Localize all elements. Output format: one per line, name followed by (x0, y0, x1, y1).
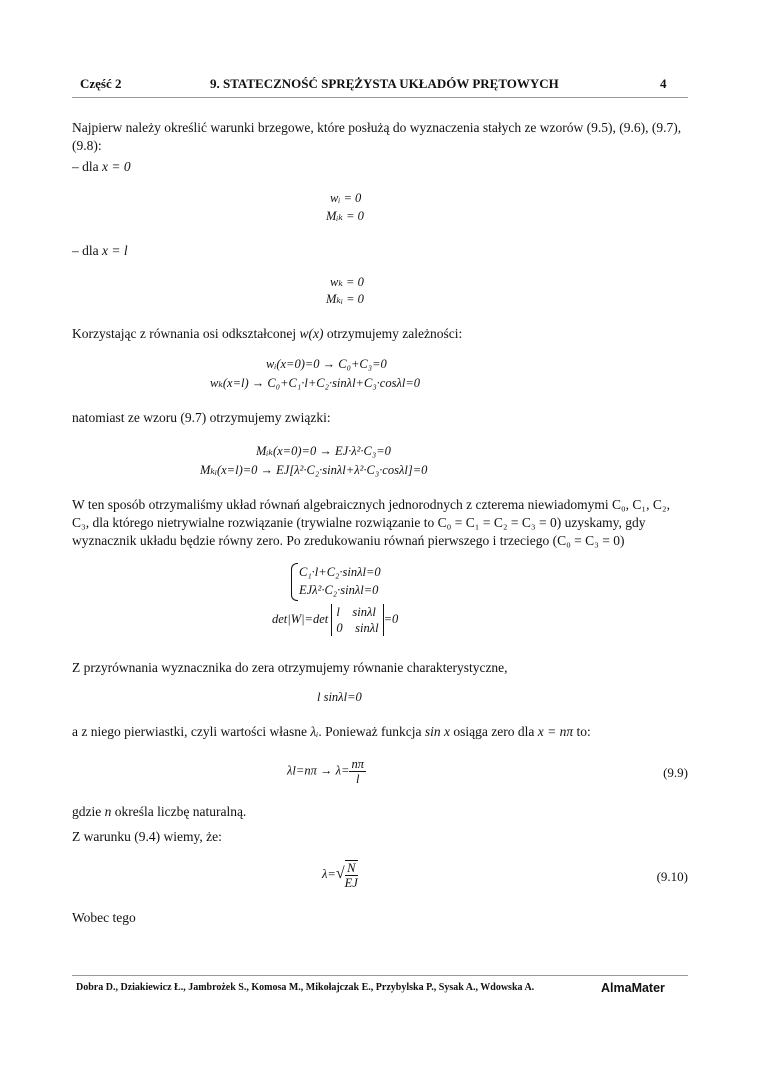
paragraph-system: W ten sposób otrzymaliśmy układ równań algebraicznych jednorodnych z czterema niewiadomymi C₀, C₁, C₂, C₃, dla którego nietrywialne rozwiązanie (trywialne rozwiązanie to C₀ = C₁ = C₂ = C₃ = 0) uzyskamy, gdy wyznacznik układu będzie równy zero. Po zredukowaniu równań pierwszego i trzeciego (C₀ = C₃ = 0) (72, 497, 670, 548)
matrix-cell: 0 (336, 621, 343, 635)
matrix-cell: l (336, 605, 340, 619)
fraction-denominator: l (355, 772, 360, 786)
dash-label: – dla (72, 243, 102, 258)
condition-text: x = 0 (102, 159, 131, 174)
equation-mik-x0: Mᵢₖ(x=0)=0 → EJ·λ²·C₃=0 (256, 444, 391, 458)
text-span: Korzystając z równania osi odkształconej (72, 326, 300, 341)
equation-9-10 (322, 860, 358, 890)
paragraph-natural-number (72, 803, 688, 821)
equation-wk-xl: wₖ(x=l) → C₀+C₁·l+C₂·sinλl+C₃·cosλl=0 (210, 376, 421, 390)
header-rule (72, 97, 688, 98)
sqrt-icon: √ (335, 864, 345, 882)
equation-wi: wᵢ = 0 (330, 191, 362, 205)
text-span: to: (573, 724, 591, 739)
dash-label: – dla (72, 159, 102, 174)
header-part: Część 2 (80, 76, 122, 91)
fraction-denominator: EJ (344, 876, 358, 890)
text-span: sin x (424, 724, 450, 739)
equation-system-1: C₁·l+C₂·sinλl=0 (299, 565, 381, 579)
paragraph-deflection (72, 325, 688, 343)
fraction-numerator: nπ (351, 757, 364, 771)
eq-lhs: λl=nπ → λ= (287, 763, 350, 778)
page-number: 4 (660, 76, 667, 91)
matrix-cell: sinλl (352, 605, 376, 619)
condition-xl (72, 242, 688, 260)
matrix-cell: sinλl (355, 621, 379, 635)
equation-number-9-9: (9.9) (663, 765, 688, 780)
paragraph-eigenvalues (72, 723, 688, 741)
paragraph-therefore: Wobec tego (72, 910, 136, 925)
equation-number-9-10: (9.10) (656, 869, 688, 884)
system-brace (291, 563, 298, 601)
text-span: . Ponieważ funkcja (318, 724, 425, 739)
text-span: w(x) (299, 326, 324, 341)
eq-lhs: λ= (322, 866, 336, 881)
fraction-numerator: N (345, 861, 358, 876)
paragraph-moments: natomiast ze wzoru (9.7) otrzymujemy związki: (72, 410, 331, 425)
text-span: λᵢ (310, 724, 319, 739)
text-span: osiąga zero dla (450, 724, 538, 739)
paragraph-condition-9-4: Z warunku (9.4) wiemy, że: (72, 829, 222, 844)
equation-wk: wₖ = 0 (330, 275, 364, 289)
almamater-logo: AlmaMater (601, 981, 665, 995)
equation-9-9 (287, 757, 366, 786)
text-span: a z niego pierwiastki, czyli wartości własne (72, 724, 311, 739)
footer-authors: Dobra D., Dziakiewicz Ł., Jambrożek S., Komosa M., Mikołajczak E., Przybylska P., Sysak A., Wdowska A. (76, 982, 535, 993)
condition-text: x = l (102, 243, 128, 258)
equation-determinant (272, 604, 398, 636)
condition-x0 (72, 158, 688, 176)
text-span: określa liczbę naturalną. (111, 804, 247, 819)
equation-mki-xl: Mₖᵢ(x=l)=0 → EJ[λ²·C₂·sinλl+λ²·C₃·cosλl]=0 (200, 463, 428, 477)
equation-characteristic: l sinλl=0 (317, 690, 362, 704)
equation-mki: Mₖᵢ = 0 (326, 292, 364, 306)
equation-system-2: EJλ²·C₂·sinλl=0 (299, 583, 379, 597)
fraction (345, 860, 358, 890)
equation-wi-x0: wᵢ(x=0)=0 → C₀+C₃=0 (266, 357, 387, 371)
text-span: gdzie (72, 804, 105, 819)
header-title: 9. STATECZNOŚĆ SPRĘŻYSTA UKŁADÓW PRĘTOWYCH (210, 76, 559, 91)
text-span: n (104, 804, 112, 819)
fraction (349, 757, 366, 786)
equation-mik: Mᵢₖ = 0 (326, 209, 364, 223)
det-label: det|W|=det (272, 611, 329, 626)
footer-rule (72, 975, 688, 976)
paragraph-characteristic: Z przyrównania wyznacznika do zera otrzymujemy równanie charakterystyczne, (72, 660, 508, 675)
paragraph-boundary-conditions: Najpierw należy określić warunki brzegowe, które posłużą do wyznaczenia stałych ze wzorów (9.5), (9.6), (9.7), (9.8): (72, 120, 682, 153)
text-span: otrzymujemy zależności: (323, 326, 463, 341)
text-span: x = nπ (537, 724, 574, 739)
det-equals: =0 (383, 611, 399, 626)
det-matrix (331, 604, 383, 636)
